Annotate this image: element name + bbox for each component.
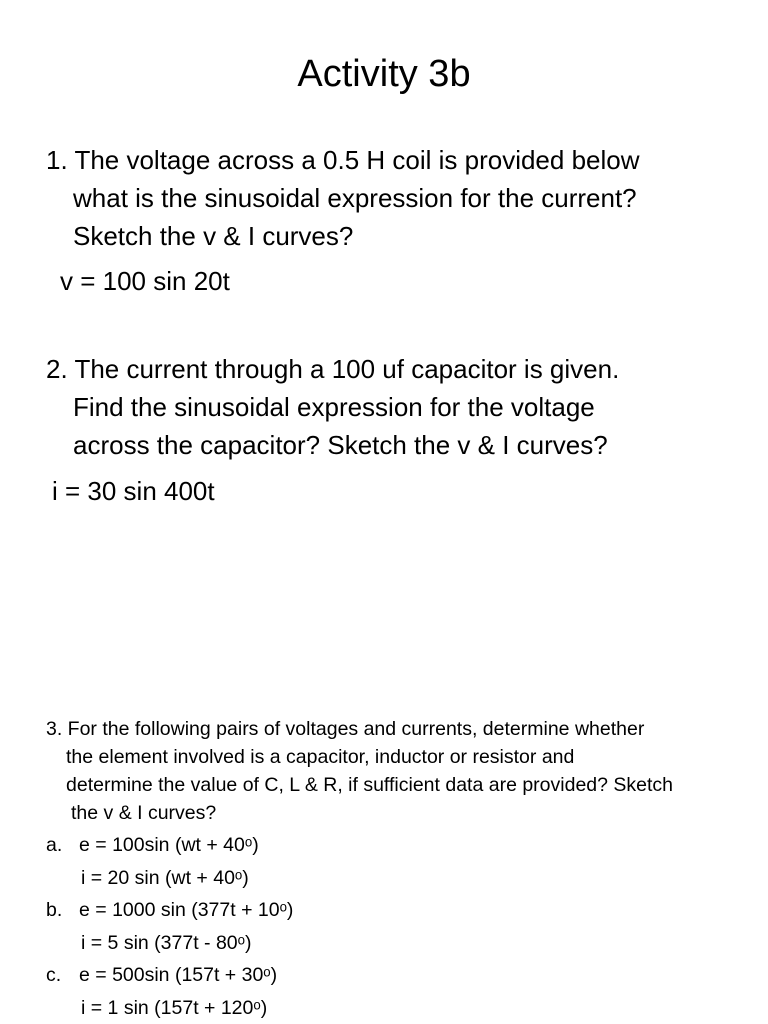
question-3-pairs: [46, 829, 293, 1024]
question-2-line-1: 2. The current through a 100 uf capacitor is given.: [46, 354, 620, 384]
pair-b-voltage-row: [46, 894, 293, 927]
question-1-line-1: 1. The voltage across a 0.5 H coil is provided below: [46, 145, 640, 175]
pair-b-current-row: [46, 927, 293, 960]
pair-a-voltage: e = 100sin (wt + 40ᵒ): [79, 834, 259, 856]
pair-a-letter: a.: [46, 834, 63, 856]
pair-c-current: i = 1 sin (157t + 120ᵒ): [81, 996, 268, 1019]
pair-c-voltage: e = 500sin (157t + 30ᵒ): [79, 964, 278, 986]
question-1-line-2: what is the sinusoidal expression for the current?: [73, 183, 637, 213]
question-2-line-2: Find the sinusoidal expression for the voltage: [73, 392, 595, 422]
pair-b-voltage: e = 1000 sin (377t + 10ᵒ): [79, 899, 294, 921]
pair-a-voltage-row: [46, 829, 293, 862]
pair-a-current-row: [46, 862, 293, 895]
question-1: [46, 141, 746, 255]
question-2-line-3: across the capacitor? Sketch the v & I curves?: [73, 430, 608, 460]
page-title: Activity 3b: [297, 53, 471, 95]
pair-b-letter: b.: [46, 899, 63, 921]
question-2: [46, 350, 746, 464]
pair-b-current: i = 5 sin (377t - 80ᵒ): [81, 931, 252, 954]
question-3-line-3: determine the value of C, L & R, if sufficient data are provided? Sketch: [66, 774, 674, 796]
question-3-line-4: the v & I curves?: [71, 802, 217, 824]
question-1-equation: v = 100 sin 20t: [60, 266, 230, 296]
question-3-line-1: 3. For the following pairs of voltages and currents, determine whether: [46, 718, 645, 740]
question-1-line-3: Sketch the v & I curves?: [73, 221, 354, 251]
question-3-line-2: the element involved is a capacitor, inductor or resistor and: [66, 746, 575, 768]
question-2-equation: i = 30 sin 400t: [52, 476, 215, 506]
pair-c-voltage-row: [46, 959, 293, 992]
pair-c-letter: c.: [46, 964, 62, 986]
question-3: [46, 715, 746, 827]
pair-a-current: i = 20 sin (wt + 40ᵒ): [81, 866, 249, 889]
pair-c-current-row: [46, 992, 293, 1024]
